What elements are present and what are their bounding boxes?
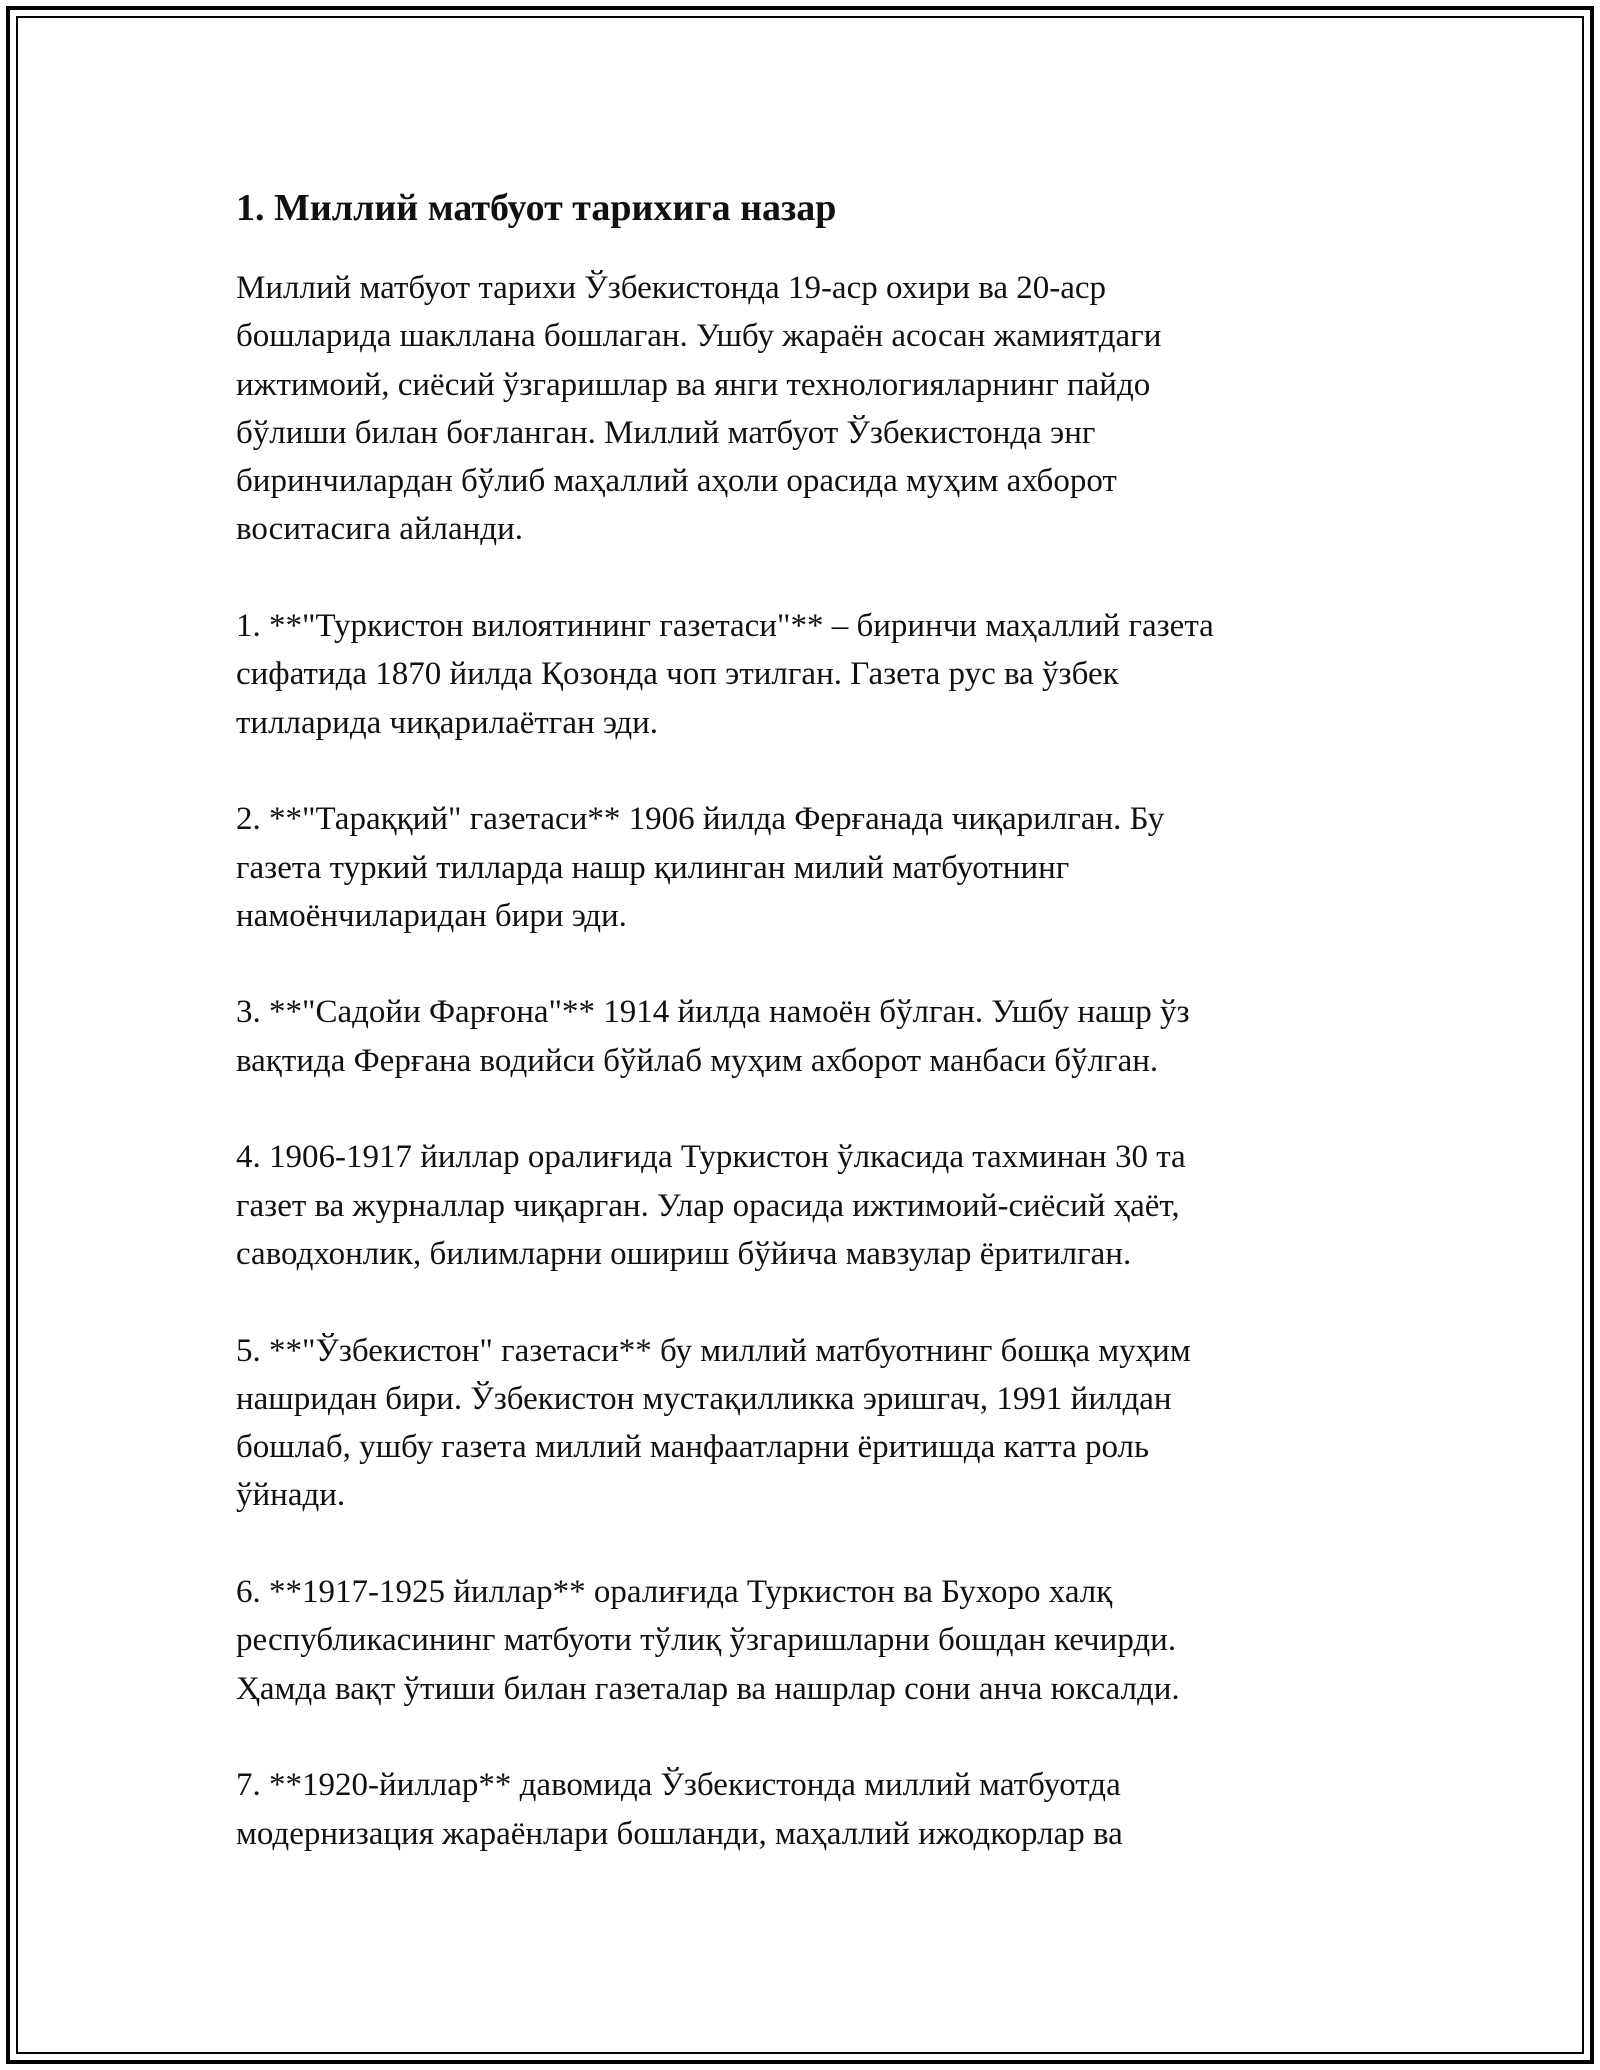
list-item-7 <box>236 1761 1376 1858</box>
text-line: бошлаб, ушбу газета миллий манфаатларни ёритишда катта роль <box>236 1429 1150 1466</box>
text-line: сифатида 1870 йилда Қозонда чоп этилган. Газета рус ва ўзбек <box>236 656 1119 693</box>
text-line: воситасига айланди. <box>236 511 523 548</box>
text-line: тилларида чиқарилаётган эди. <box>236 704 659 741</box>
document-page <box>236 184 1376 1858</box>
text-line: бўлиши билан боғланган. Миллий матбуот Ўзбекистонда энг <box>236 414 1096 451</box>
text-line: 5. **"Ўзбекистон" газетаси** бу миллий матбуотнинг бошқа муҳим <box>236 1332 1191 1369</box>
text-line: ўйнади. <box>236 1477 346 1514</box>
section-heading: 1. Миллий матбуот тарихига назар <box>236 187 837 229</box>
list-item-2 <box>236 795 1376 940</box>
text-line: бошларида шакллана бошлаган. Ушбу жараён асосан жамиятдаги <box>236 318 1162 355</box>
text-line: 6. **1917-1925 йиллар** оралиғида Туркистон ва Бухоро халқ <box>236 1574 1113 1611</box>
text-line: Ҳамда вақт ўтиши билан газеталар ва нашрлар сони анча юксалди. <box>236 1670 1180 1707</box>
list-item-5 <box>236 1327 1376 1520</box>
intro-paragraph <box>236 264 1376 554</box>
text-line: 2. **"Тараққий" газетаси** 1906 йилда Ферғанада чиқарилган. Бу <box>236 801 1165 838</box>
text-line: республикасининг матбуоти тўлиқ ўзгаришларни бошдан кечирди. <box>236 1622 1177 1659</box>
text-line: саводхонлик, билимларни ошириш бўйича мавзулар ёритилган. <box>236 1235 1132 1272</box>
text-line: 3. **"Садойи Фарғона"** 1914 йилда намоён бўлган. Ушбу нашр ўз <box>236 994 1190 1031</box>
list-item-3 <box>236 988 1376 1085</box>
text-line: биринчилардан бўлиб маҳаллий аҳоли орасида муҳим ахборот <box>236 463 1117 500</box>
text-line: нашридан бири. Ўзбекистон мустақилликка эришгач, 1991 йилдан <box>236 1380 1172 1417</box>
text-line: Миллий матбуот тарихи Ўзбекистонда 19-аср охири ва 20-аср <box>236 270 1107 306</box>
list-item-6 <box>236 1568 1376 1713</box>
text-line: намоёнчиларидан бири эди. <box>236 897 627 934</box>
text-line: 4. 1906-1917 йиллар оралиғида Туркистон ўлкасида тахминан 30 та <box>236 1139 1186 1176</box>
text-line: вақтида Ферғана водийси бўйлаб муҳим ахборот манбаси бўлган. <box>236 1042 1159 1079</box>
list-item-1 <box>236 602 1376 747</box>
text-line: модернизация жараёнлари бошланди, маҳаллий ижодкорлар ва <box>236 1815 1123 1852</box>
text-line: газета туркий тилларда нашр қилинган милий матбуотнинг <box>236 849 1070 886</box>
text-line: 7. **1920-йиллар** давомида Ўзбекистонда миллий матбуотда <box>236 1767 1121 1804</box>
text-line: 1. **"Туркистон вилоятининг газетаси"** – биринчи маҳаллий газета <box>236 608 1214 645</box>
text-line: газет ва журналлар чиқарган. Улар орасида ижтимоий-сиёсий ҳаёт, <box>236 1187 1180 1224</box>
text-line: ижтимоий, сиёсий ўзгаришлар ва янги технологияларнинг пайдо <box>236 366 1151 403</box>
list-item-4 <box>236 1133 1376 1278</box>
